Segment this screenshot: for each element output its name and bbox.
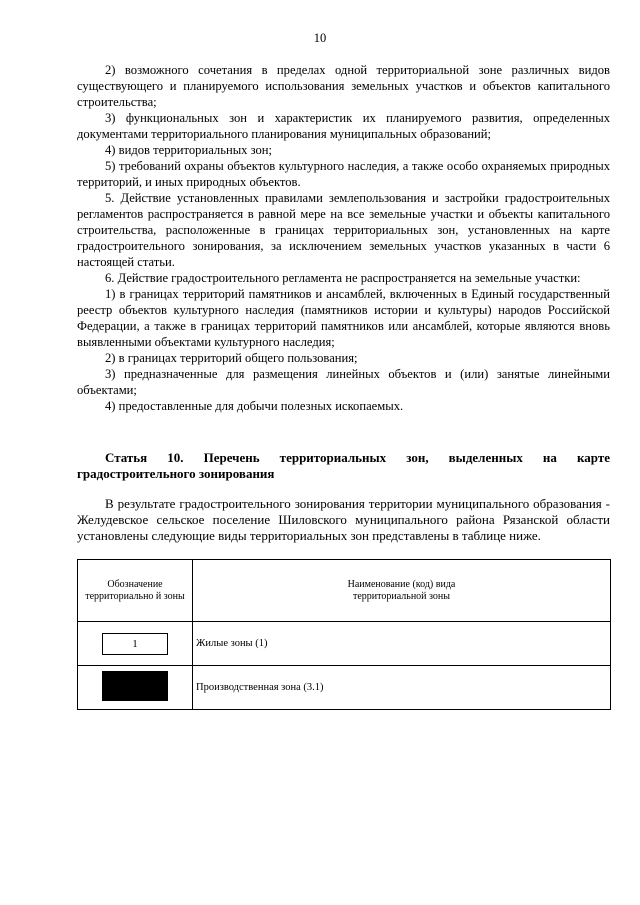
article-intro: В результате градостроительного зонирования территории муниципального образования - Желудевское сельское поселение Шиловского муниципального района Рязанской области установлены следующие виды территориальных зон представлены в таблице ниже. — [77, 496, 610, 543]
zone-symbol-cell — [78, 666, 193, 710]
zone-symbol-box — [102, 671, 168, 701]
zone-symbol-box: 1 — [102, 633, 168, 655]
paragraph: 4) предоставленные для добычи полезных ископаемых. — [105, 399, 404, 413]
header-name-line: Наименование (код) вида — [347, 578, 456, 590]
paragraph: 4) видов территориальных зон; — [105, 143, 273, 157]
paragraph: 2) возможного сочетания в пределах одной территориальной зоне различных видов существующего и планируемого использования земельных участков и объектов капитального строительства; — [77, 63, 610, 109]
header-name — [193, 560, 611, 622]
zone-name: Жилые зоны (1) — [193, 622, 611, 666]
paragraph: 5. Действие установленных правилами землепользования и застройки градостроительных регламентов распространяется в равной мере на все земельные участки и объекты капитального строительства, расположенные в границах территориальных зон, установленных на карте градостроительного зонирования, за исключением земельных участков указанных в части 6 настоящей статьи. — [77, 191, 610, 269]
table-header-row — [78, 560, 611, 622]
paragraph: 6. Действие градостроительного регламента не распространяется на земельные участки: — [105, 271, 581, 285]
document-body — [77, 62, 610, 710]
article-heading: Статья 10. Перечень территориальных зон, выделенных на карте градостроительного зонирования — [77, 450, 610, 481]
table-row — [78, 622, 611, 666]
paragraph: 2) в границах территорий общего пользования; — [105, 351, 358, 365]
paragraph: 5) требований охраны объектов культурного наследия, а также особо охраняемых природных территорий, и иных природных объектов. — [77, 159, 610, 189]
zones-table — [77, 559, 611, 710]
zone-name: Производственная зона (3.1) — [193, 666, 611, 710]
paragraph: 3) предназначенные для размещения линейных объектов и (или) занятые линейными объектами; — [77, 367, 610, 397]
zone-symbol-cell — [78, 622, 193, 666]
page-number: 10 — [313, 31, 327, 45]
header-name-line: территориальной зоны — [353, 590, 450, 602]
paragraph: 1) в границах территорий памятников и ансамблей, включенных в Единый государственный реестр объектов культурного наследия (памятников истории и культуры) народов Российской Федерации, а также в границах территорий памятников или ансамблей, которые являются вновь выявленными объектами культурного наследия; — [77, 287, 610, 349]
table-row — [78, 666, 611, 710]
header-symbol: Обозначение территориально й зоны — [78, 560, 193, 622]
paragraph: 3) функциональных зон и характеристик их планируемого развития, определенных документами территориального планирования муниципальных образований; — [77, 111, 610, 141]
